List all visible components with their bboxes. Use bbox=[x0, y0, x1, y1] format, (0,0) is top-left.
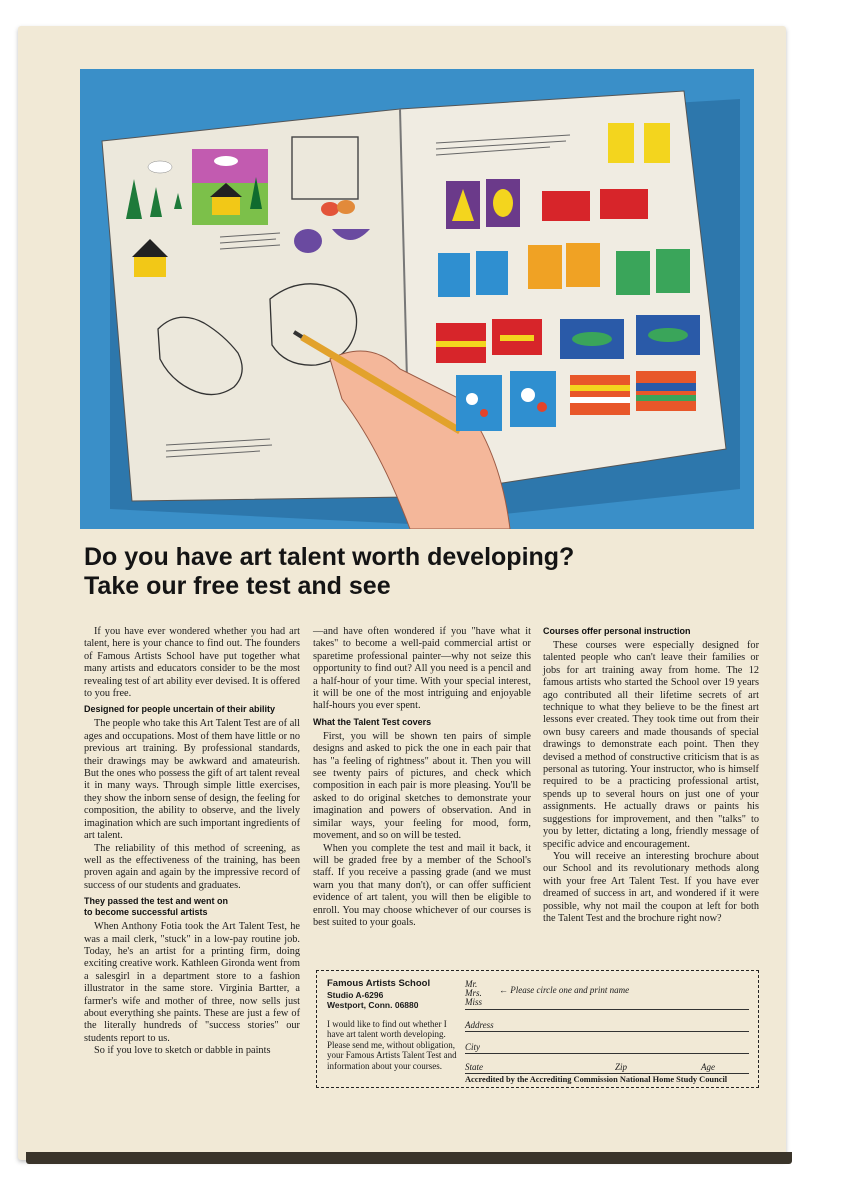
open-book-illustration bbox=[80, 69, 754, 529]
subhead-passed-line-2: to become successful artists bbox=[84, 907, 208, 918]
accreditation-note: Accredited by the Accrediting Commission National Home Study Council bbox=[465, 1075, 728, 1084]
age-label: Age bbox=[701, 1062, 715, 1072]
address-field[interactable] bbox=[465, 1017, 749, 1032]
paragraph-courses: These courses were especially designed for talented people who can't leave their families or jobs for art training away from home. The 12 famous artists who started the School over 19 years ago contributed all their lifetime secrets of art technique to what they believe to be the finest art lessons ever created. They took time out from their own busy careers and made thousands of special drawings to demonstrate each point. Then they devised a method of constructive criticism that is as personal as tutoring. Your instructor, who is himself required to be a practicing professional artist, spends up to several hours on just one of your assignments. He actually draws or paints his suggestions for improvement, and then "talks" to you by letter, dictating a long, friendly message of specific advice and encouragement. bbox=[543, 640, 759, 850]
subhead-uncertain: Designed for people uncertain of their ability bbox=[84, 704, 276, 715]
city-field[interactable] bbox=[465, 1039, 749, 1054]
paragraph-people: The people who take this Art Talent Test are of all ages and occupations. Most of them have little or no previous art training. By professional standards, their drawings may be awkward and amateurish. But the ones who possess the gift of art talent reveal it in many ways. Through simple little exercises, they show the inborn sense of design, the feeling for composition, the ability to observe, and the lively imagination which are such important ingredients of art talent. bbox=[84, 718, 300, 842]
paragraph-success-stories: When Anthony Fotia took the Art Talent Test, he was a mail clerk, "stuck" in a low-pay routine job. Today, he's an artist for a printing firm, doing exciting creative work. Kathleen Gironda went from a salesgirl in a department store to a fashion illustrator in the same store. Virginia Bartter, a farmer's wife and mother of three, now sells just about everything she paints. These are just a few of the literally hundreds of "success stories" our students report to us. bbox=[84, 921, 300, 1044]
name-field[interactable] bbox=[465, 981, 749, 1010]
headline-line-2: Take our free test and see bbox=[84, 572, 391, 600]
address-label: Address bbox=[465, 1020, 494, 1030]
subhead-personal-instruction: Courses offer personal instruction bbox=[543, 626, 691, 636]
coupon-studio: Studio A-6296 bbox=[327, 989, 384, 1000]
body-column-3 bbox=[543, 626, 759, 925]
zip-label: Zip bbox=[615, 1062, 628, 1072]
paragraph-first: First, you will be shown ten pairs of simple designs and asked to pick the one in each pair that has "a feeling of rightness" about it. Then you will see twenty pairs of pictures, and check which composition in each pair is more pleasing. You'll be asked to do original sketches to demonstrate your imagination and powers of observation. And in similar ways, your feeling for mood, form, movement, and so on will be tested. bbox=[313, 730, 531, 842]
coupon-city: Westport, Conn. 06880 bbox=[327, 1000, 419, 1010]
ad-headline bbox=[84, 543, 764, 601]
body-column-1 bbox=[84, 626, 300, 1058]
coupon-address-block bbox=[327, 979, 463, 1071]
title-hint: ← Please circle one and print name bbox=[499, 985, 630, 995]
headline-line-1: Do you have art talent worth developing? bbox=[84, 543, 575, 571]
intro-paragraph: If you have ever wondered whether you had art talent, here is your chance to find out. The founders of Famous Artists School have put together what many artists and educators consider to be the most revealing test of art ability ever devised. It is offered to you free. bbox=[84, 626, 300, 700]
subhead-test-covers: What the Talent Test covers bbox=[313, 716, 432, 727]
paragraph-continued: —and have often wondered if you "have what it takes" to become a well-paid commercial artist or sparetime professional painter—why not seize this opportunity to find out? All you need is a pencil and a half-hour of your time. With your special interest, it will be one of the most intriguing and enjoyable half-hours you ever spent. bbox=[313, 626, 531, 712]
paragraph-reliability: The reliability of this method of screening, as well as the effectiveness of the training, has been proven again and again by the impressive record of success of our students and graduates. bbox=[84, 842, 300, 891]
subhead-passed-line-1: They passed the test and went on bbox=[84, 896, 229, 907]
body-column-2 bbox=[313, 626, 531, 929]
page-edge-shadow bbox=[26, 1152, 792, 1164]
coupon-school-name: Famous Artists School bbox=[327, 978, 431, 989]
city-label: City bbox=[465, 1042, 480, 1052]
talent-test-book-art bbox=[80, 69, 754, 529]
paragraph-complete: When you complete the test and mail it back, it will be graded free by a member of the School's staff. If you receive a passing grade (and we must warn you that many don't), or can offer sufficient evidence of art talent, you will then be eligible to enroll. You may choose whichever of our courses is best suited to your goals. bbox=[313, 842, 531, 928]
state-label: State bbox=[465, 1062, 483, 1072]
coupon-request-text: I would like to find out whether I have art talent worth developing. Please send me, without obligation, your Famous Artists Talent Test and information about your courses. bbox=[327, 1018, 457, 1071]
paragraph-sketch: So if you love to sketch or dabble in paints bbox=[94, 1045, 271, 1057]
mail-in-coupon[interactable] bbox=[316, 970, 759, 1088]
subhead-passed bbox=[84, 896, 300, 918]
title-options: Mr. Mrs. Miss bbox=[465, 979, 483, 1007]
paragraph-brochure: You will receive an interesting brochure about our School and its revolutionary methods along with your free Art Talent Test. If you have ever dreamed of success in art, and wondered if it were possible, why not mail the coupon at left for both the Talent Test and the brochure right now? bbox=[543, 850, 759, 924]
state-zip-age-field[interactable] bbox=[465, 1059, 749, 1074]
